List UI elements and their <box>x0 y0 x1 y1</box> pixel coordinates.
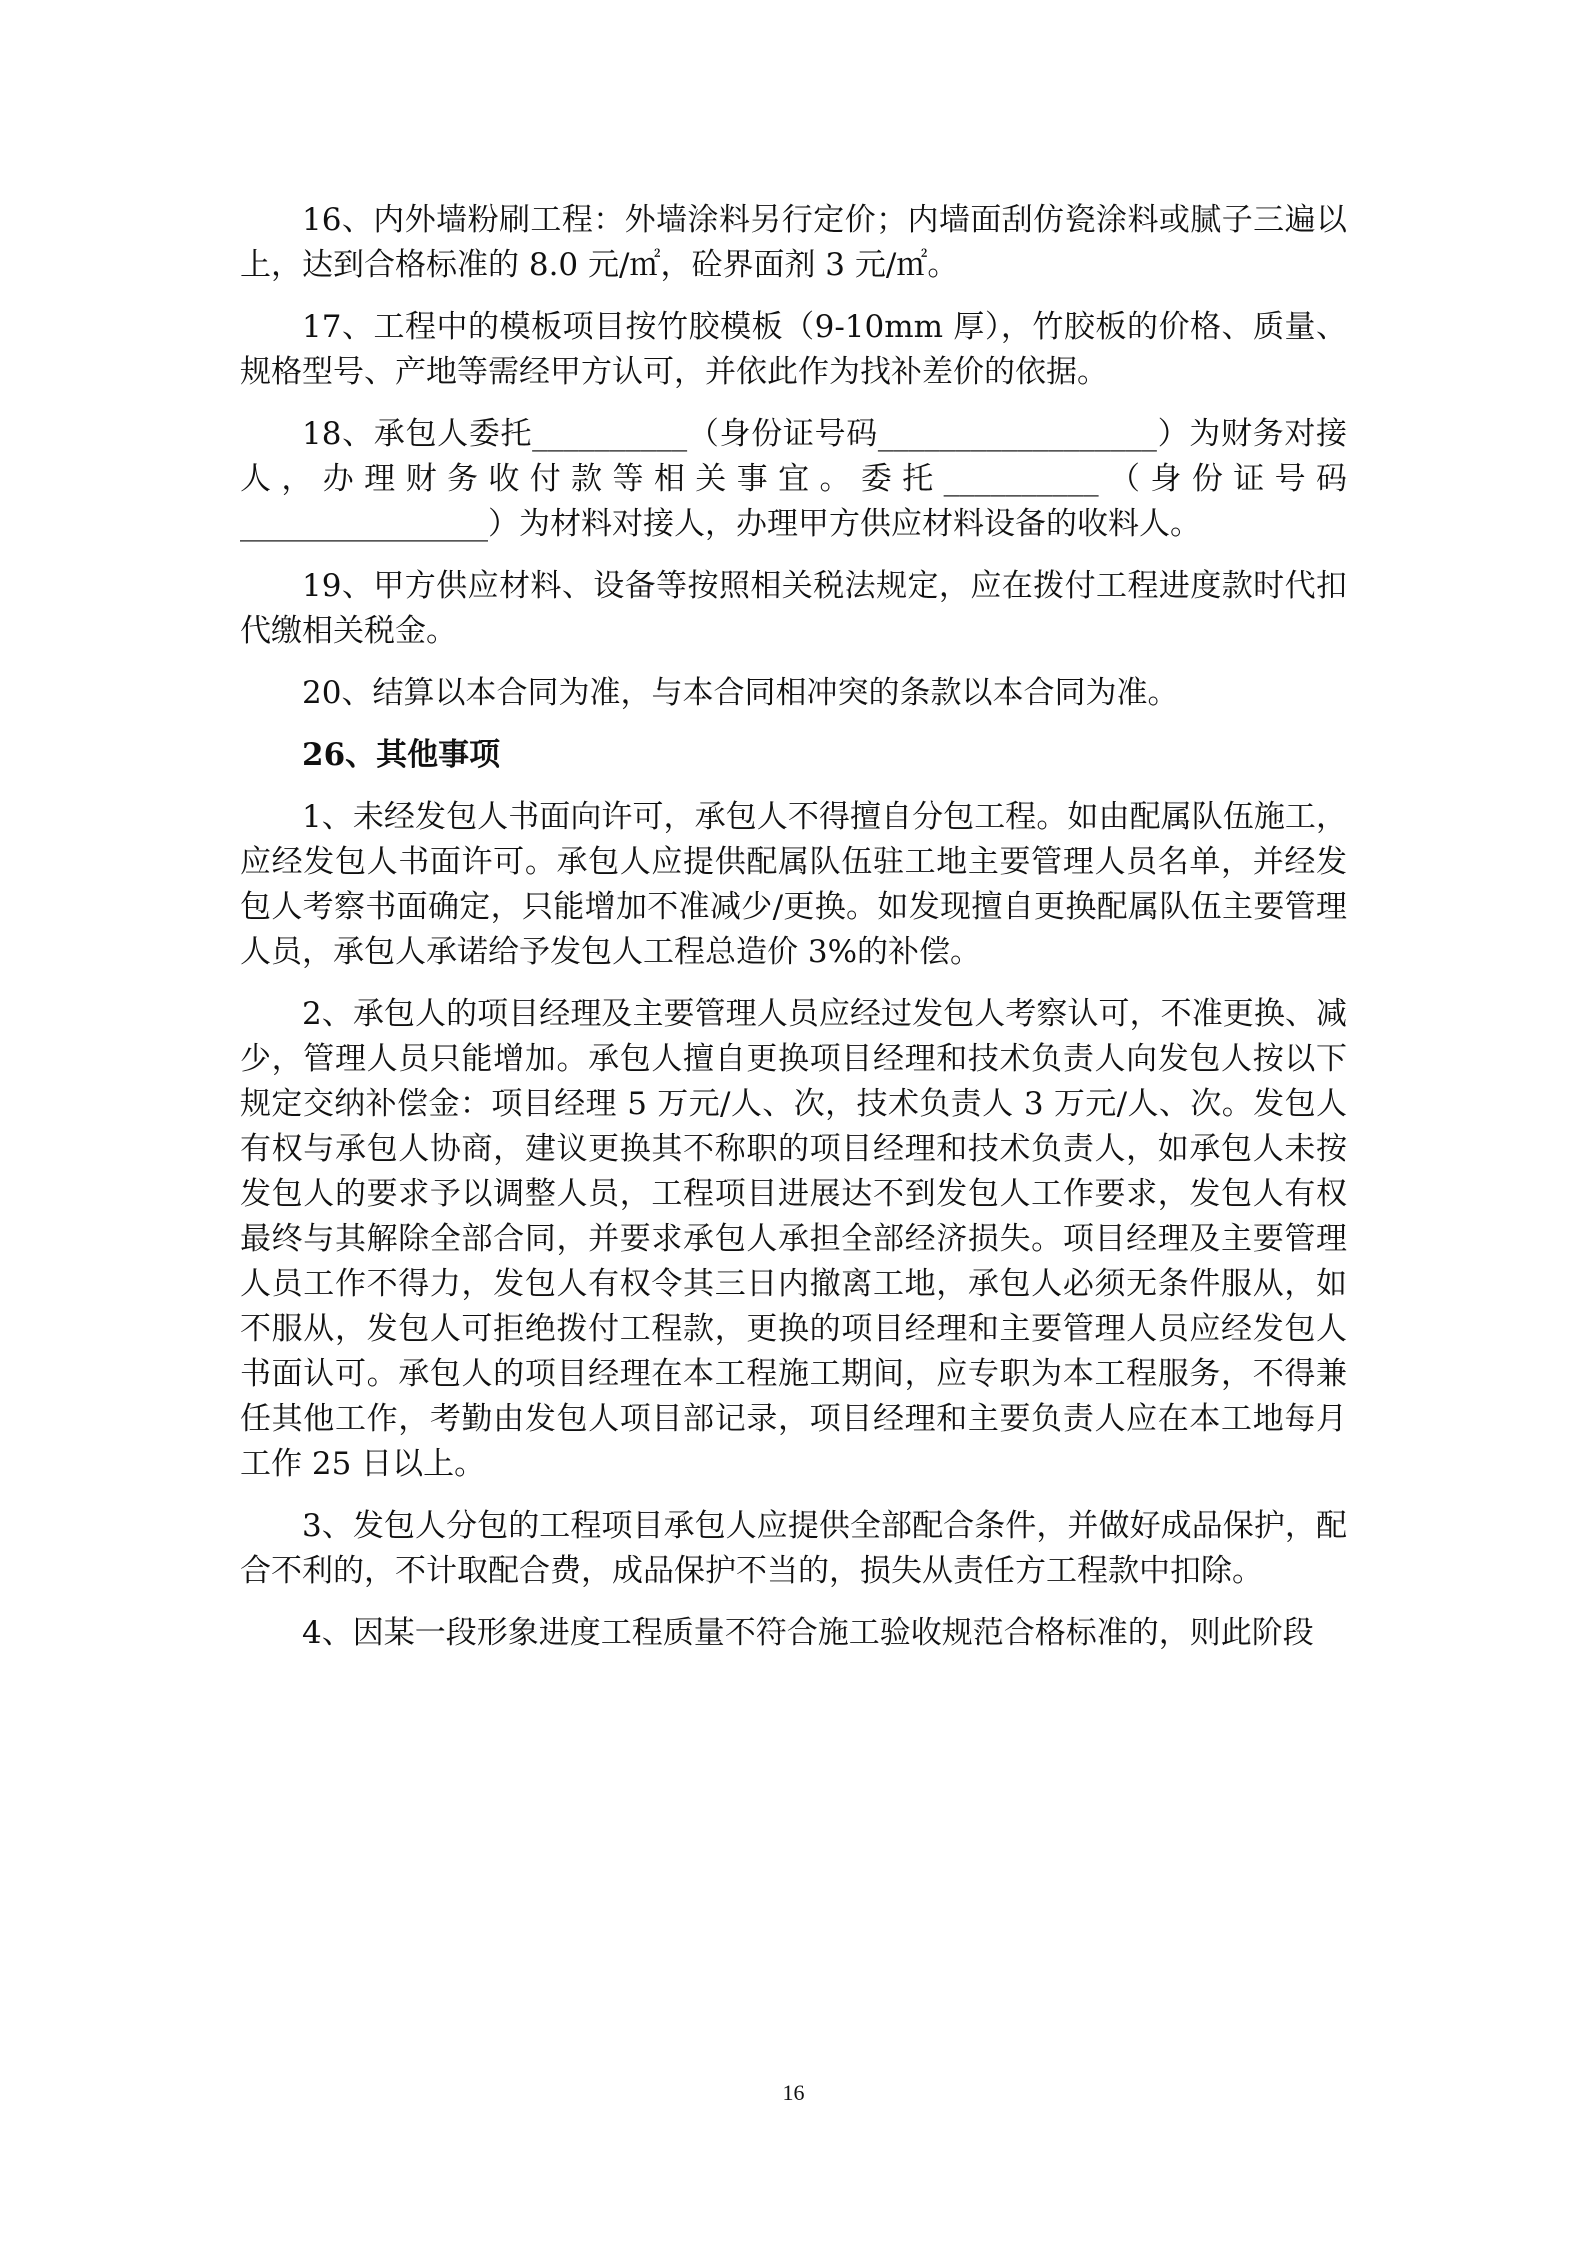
page-number: 16 <box>782 2080 805 2105</box>
item-2: 2、承包人的项目经理及主要管理人员应经过发包人考察认可，不准更换、减少，管理人员只能增加。承包人擅自更换项目经理和技术负责人向发包人按以下规定交纳补偿金：项目经理 5 万元/人、次，技术负责人 3 万元/人、次。发包人有权与承包人协商，建议更换其不称职的项目经理和技术负责人，如承包人未按发包人的要求予以调整人员，工程项目进展达不到发包人工作要求，发包人有权最终与其解除全部合同，并要求承包人承担全部经济损失。项目经理及主要管理人员工作不得力，发包人有权令其三日内撤离工地，承包人必须无条件服从，如不服从，发包人可拒绝拨付工程款，更换的项目经理和主要管理人员应经发包人书面认可。承包人的项目经理在本工程施工期间，应专职为本工程服务，不得兼任其他工作，考勤由发包人项目部记录，项目经理和主要负责人应在本工地每月工作 25 日以上。 <box>240 996 1347 1482</box>
clause-20: 20、结算以本合同为准，与本合同相冲突的条款以本合同为准。 <box>302 675 1179 711</box>
item-4: 4、因某一段形象进度工程质量不符合施工验收规范合格标准的，则此阶段 <box>302 1615 1314 1651</box>
section-heading-26: 26、其他事项 <box>302 737 501 773</box>
clause-17: 17、工程中的模板项目按竹胶模板（9-10mm 厚），竹胶板的价格、质量、规格型号、产地等需经甲方认可，并依此作为找补差价的依据。 <box>240 309 1347 390</box>
clause-19: 19、甲方供应材料、设备等按照相关税法规定，应在拨付工程进度款时代扣代缴相关税金。 <box>240 568 1347 649</box>
item-1: 1、未经发包人书面向许可，承包人不得擅自分包工程。如由配属队伍施工，应经发包人书面许可。承包人应提供配属队伍驻工地主要管理人员名单，并经发包人考察书面确定，只能增加不准减少/更换。如发现擅自更换配属队伍主要管理人员，承包人承诺给予发包人工程总造价 3%的补偿。 <box>240 799 1347 970</box>
clause-16: 16、内外墙粉刷工程：外墙涂料另行定价；内墙面刮仿瓷涂料或腻子三遍以上，达到合格标准的 8.0 元/㎡，砼界面剂 3 元/㎡。 <box>240 202 1347 283</box>
item-3: 3、发包人分包的工程项目承包人应提供全部配合条件，并做好成品保护，配合不利的，不计取配合费，成品保护不当的，损失从责任方工程款中扣除。 <box>240 1508 1347 1589</box>
document-body <box>240 198 1347 1656</box>
clause-18: 18、承包人委托__________（身份证号码__________________）为财务对接人，办理财务收付款等相关事宜。委托__________（身份证号码________________）为材料对接人，办理甲方供应材料设备的收料人。 <box>240 416 1347 542</box>
